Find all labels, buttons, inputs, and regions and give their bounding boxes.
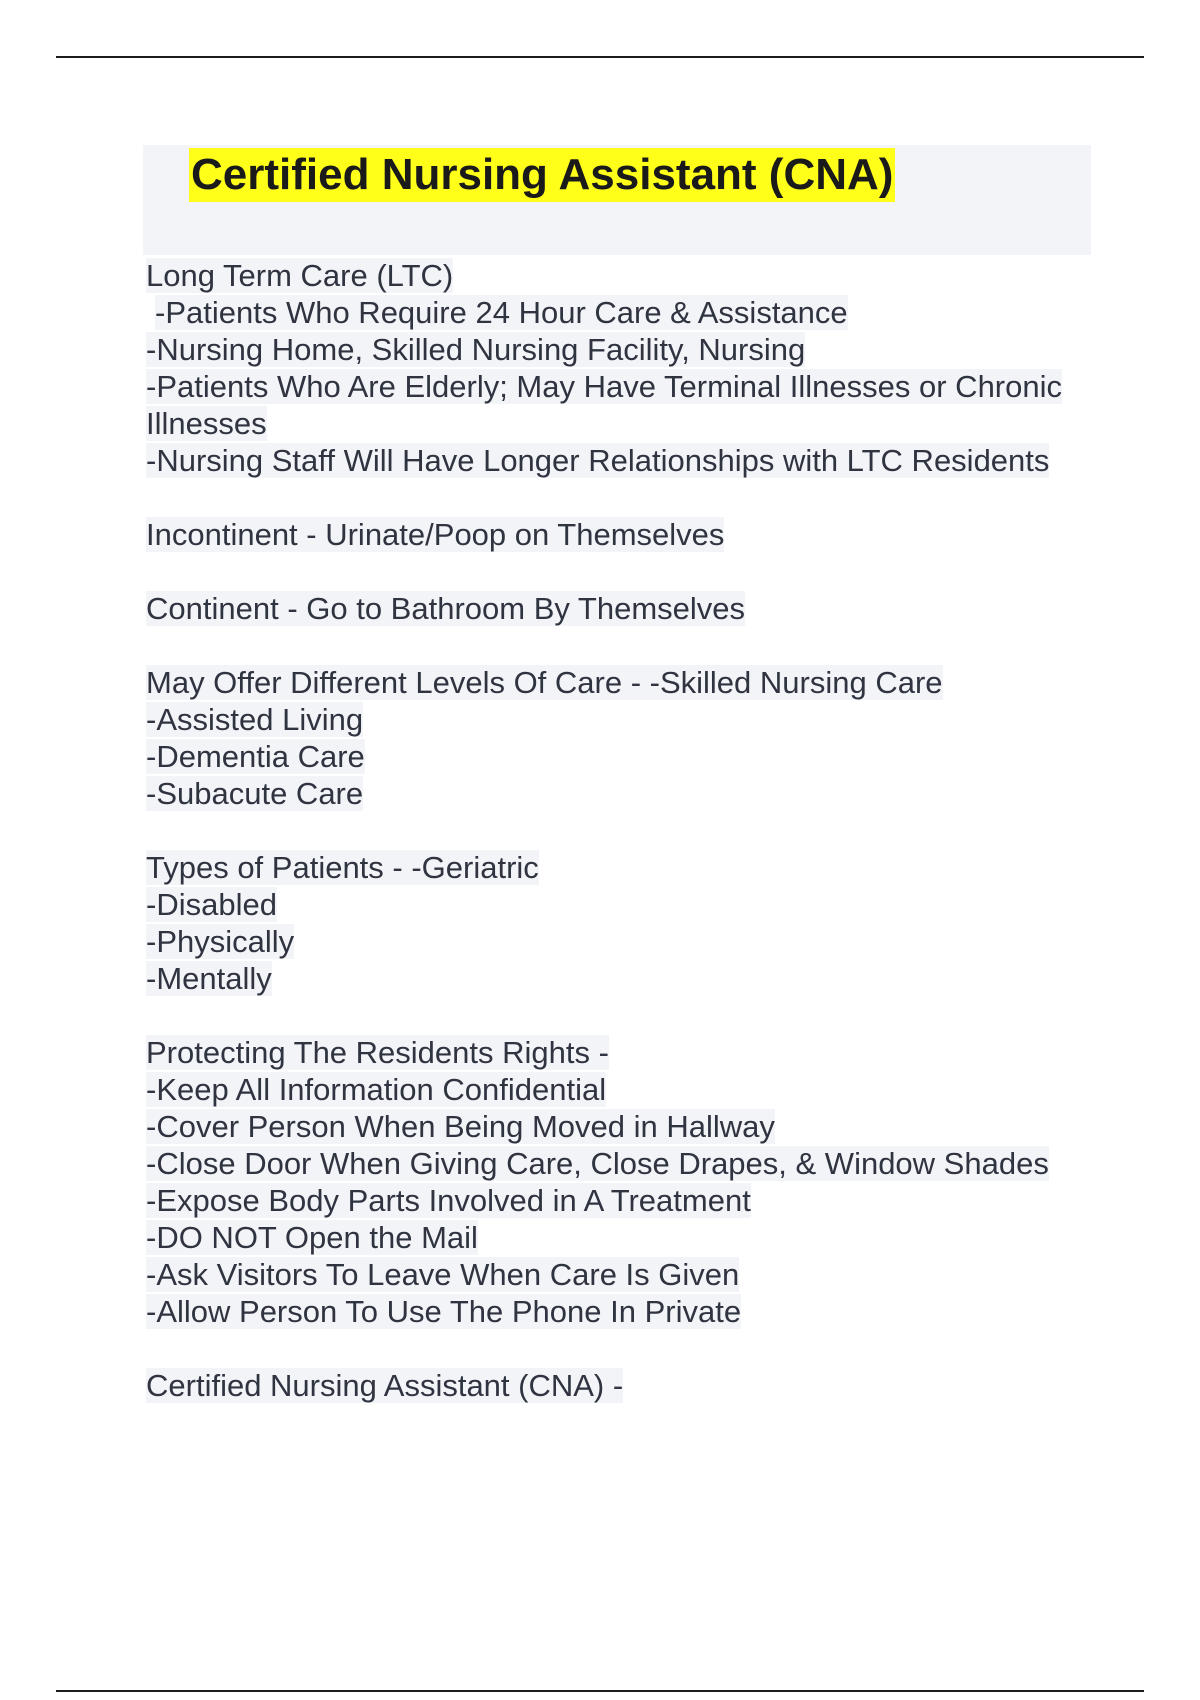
section-levels-of-care bbox=[146, 664, 1106, 812]
text-line: Illnesses bbox=[146, 406, 267, 441]
section-types-of-patients bbox=[146, 849, 1106, 997]
text-line: May Offer Different Levels Of Care - -Skilled Nursing Care bbox=[146, 665, 943, 700]
text-line: Certified Nursing Assistant (CNA) - bbox=[146, 1368, 624, 1403]
text-line: -Ask Visitors To Leave When Care Is Given bbox=[146, 1257, 740, 1292]
text-line: -Subacute Care bbox=[146, 776, 364, 811]
bottom-rule bbox=[56, 1690, 1144, 1692]
section-residents-rights bbox=[146, 1034, 1106, 1330]
text-line: -Keep All Information Confidential bbox=[146, 1072, 607, 1107]
text-line: -Patients Who Are Elderly; May Have Terminal Illnesses or Chronic bbox=[146, 369, 1062, 404]
text-line: -Dementia Care bbox=[146, 739, 365, 774]
text-line: -Physically bbox=[146, 924, 295, 959]
text-line: Continent - Go to Bathroom By Themselves bbox=[146, 591, 746, 626]
page-title: Certified Nursing Assistant (CNA) bbox=[189, 148, 895, 202]
section-long-term-care bbox=[146, 257, 1106, 479]
text-line: -Expose Body Parts Involved in A Treatment bbox=[146, 1183, 751, 1218]
text-line: -Close Door When Giving Care, Close Drapes, & Window Shades bbox=[146, 1146, 1049, 1181]
text-line: -Disabled bbox=[146, 887, 277, 922]
text-line: Long Term Care (LTC) bbox=[146, 258, 454, 293]
text-line: -Cover Person When Being Moved in Hallway bbox=[146, 1109, 775, 1144]
text-line: -DO NOT Open the Mail bbox=[146, 1220, 478, 1255]
text-line: Protecting The Residents Rights - bbox=[146, 1035, 609, 1070]
section-incontinent bbox=[146, 516, 1106, 553]
text-line: Types of Patients - -Geriatric bbox=[146, 850, 539, 885]
text-line: -Allow Person To Use The Phone In Private bbox=[146, 1294, 742, 1329]
text-line: Incontinent - Urinate/Poop on Themselves bbox=[146, 517, 725, 552]
text-line: -Patients Who Require 24 Hour Care & Assistance bbox=[155, 295, 848, 330]
text-line: -Assisted Living bbox=[146, 702, 364, 737]
section-continent bbox=[146, 590, 1106, 627]
text-line: -Mentally bbox=[146, 961, 272, 996]
section-cna bbox=[146, 1367, 1106, 1404]
top-rule bbox=[56, 56, 1144, 58]
document-body bbox=[146, 257, 1106, 1441]
text-line: -Nursing Staff Will Have Longer Relationships with LTC Residents bbox=[146, 443, 1050, 478]
text-line: -Nursing Home, Skilled Nursing Facility, Nursing bbox=[146, 332, 806, 367]
